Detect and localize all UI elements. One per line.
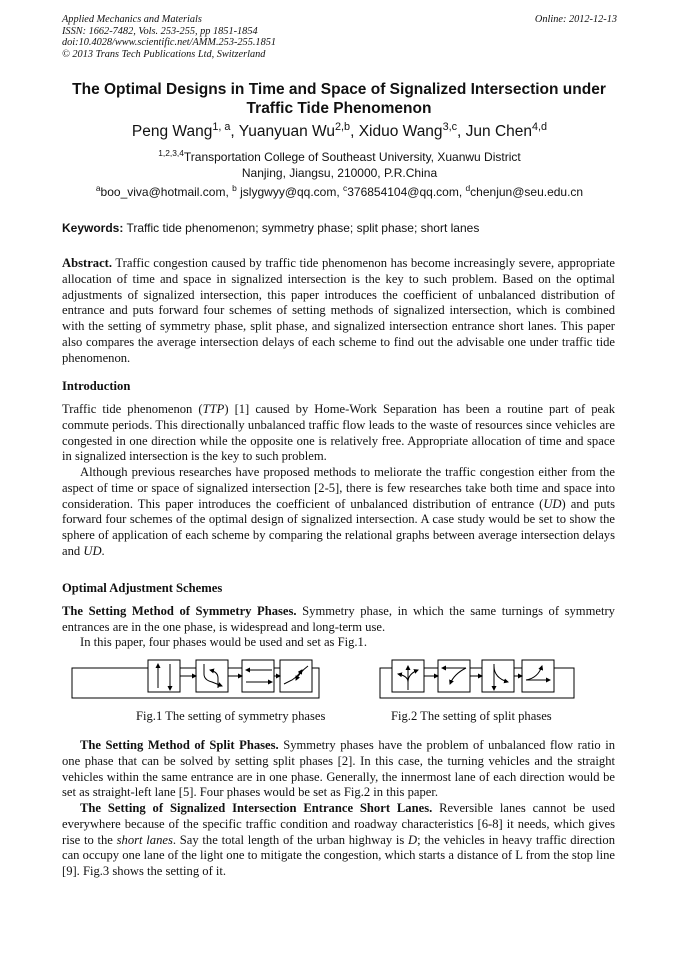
fig1-phase-box	[280, 660, 312, 692]
fig2-phase-box	[522, 660, 554, 692]
abstract-text: Traffic congestion caused by traffic tide phenomenon has become increasingly severe, appropriate allocation of time and space in signalized intersection is the key to such problem. Based on the optimal adjustments of signalized intersection, this paper introduces the coefficient of unbalanced distribution of entrance and puts forward four schemes of setting methods of signalized intersection, which is combined with the setting of symmetry phase, split phase, and signalized intersection entrance short lanes. This paper also compares the average intersection delays of each scheme to find out the advisable one under traffic tide phenomenon.	[62, 256, 616, 365]
text-run: Reversible lanes cannot be used everywhere because of the specific traffic condition and roadway characteristics [6-8] it needs, which gives rise to the	[62, 801, 615, 847]
email-address[interactable]: boo_viva@hotmail.com	[100, 185, 226, 199]
text-run: ; the vehicles in heavy traffic direction can occupy one lane of the light one to mitigate the congestion, which starts a distance of L from the stop line [9]. Fig.3 shows the setting of it.	[62, 832, 615, 879]
affiliation-sup: 1,2,3,4	[158, 148, 184, 158]
fig2-caption: Fig.2 The setting of split phases	[391, 709, 552, 723]
email-address[interactable]: jslygwyy@qq.com	[240, 185, 337, 199]
email-sup: c	[343, 183, 348, 193]
email-address[interactable]: chenjun@seu.edu.cn	[470, 185, 584, 199]
optimal-schemes-heading: Optimal Adjustment Schemes	[62, 581, 223, 595]
affiliation	[62, 150, 617, 181]
text-run: Although previous researches have proposed methods to meliorate the traffic congestion either from the aspect of time or space of signalized intersection [2-5], there is few researches take both time and space into consideration. This paper introduces the coefficient of unbalanced distribution of entrance (	[62, 465, 615, 511]
abstract-label: Abstract.	[62, 256, 113, 270]
online-date: Online: 2012-12-13	[534, 14, 617, 25]
short-lanes-paragraph	[62, 801, 615, 880]
text-run: .	[101, 543, 105, 558]
title-line-2: Traffic Tide Phenomenon	[246, 99, 432, 117]
author-name: Yuanyuan Wu	[238, 123, 335, 140]
fig1-phase-box	[196, 660, 228, 692]
symmetry-paragraph-2: In this paper, four phases would be used and set as Fig.1.	[80, 635, 367, 649]
author-sup: 2,b	[334, 120, 351, 133]
abstract	[62, 256, 615, 367]
keywords	[62, 221, 617, 236]
text-run: Symmetry phases have the problem of unbalanced flow ratio in one phase that can be solved by setting split phases [2]. In this case, the turning vehicles and the straight vehicles within the same entrance are in one phase. Generally, the innermost lane of each direction would be set as straight-left lane [5]. Four phases would be set as Fig.2 in this paper.	[62, 738, 615, 800]
fig1-caption: Fig.1 The setting of symmetry phases	[136, 709, 326, 723]
ud-abbrev: UD	[543, 496, 562, 511]
author-name: Peng Wang	[131, 123, 213, 140]
email-list: $^a$boo_viva@hotmail.com, $^b$ jslygwyy@qq.com, $^c$376854104@qq.com, $^d$chenjun@seu.edu.cn	[95, 183, 584, 199]
issn-line: ISSN: 1662-7482, Vols. 253-255, pp 1851-1854	[62, 25, 258, 37]
keywords-text: Traffic tide phenomenon; symmetry phase; split phase; short lanes	[126, 221, 480, 235]
symmetry-paragraph	[62, 604, 615, 636]
journal-name: Applied Mechanics and Materials	[62, 14, 202, 25]
text-run: ) and puts forward four schemes of the optimal design of signalized intersection. A case study would be set to show the sphere of application of each scheme by comparing the relational graphs between average intersection delays and	[62, 496, 615, 558]
split-paragraph	[62, 738, 615, 801]
keywords-label: Keywords:	[62, 221, 124, 235]
journal-header	[62, 14, 617, 60]
text-run: . Say the total length of the urban highway is	[172, 832, 409, 847]
short-lanes-title: The Setting of Signalized Intersection Entrance Short Lanes.	[80, 801, 433, 815]
fig1-phase-box	[242, 660, 274, 692]
title-line-1: The Optimal Designs in Time and Space of Signalized Intersection under	[72, 81, 606, 98]
text-run: ) [1] caused by Home-Work Separation has been a routine part of peak commute periods. This directionally unbalanced traffic flow leads to the waste of resources since vehicles are congested in one direction while the opposite one is relatively free. Appropriate allocation of time and space in signalized intersection is the key to such problem.	[62, 402, 615, 464]
affiliation-line-2: Nanjing, Jiangsu, 210000, P.R.China	[241, 165, 438, 180]
text-run: Traffic tide phenomenon (	[62, 402, 203, 416]
fig1-phase-box	[148, 660, 180, 692]
affiliation-line-1: Transportation College of Southeast University, Xuanwu District	[183, 150, 521, 164]
fig2-phase-box	[438, 660, 470, 692]
intro-paragraph-2	[62, 465, 615, 560]
symmetry-title: The Setting Method of Symmetry Phases.	[62, 604, 297, 618]
author-name: Jun Chen	[465, 123, 533, 140]
text-run: Symmetry phase, in which the same turnings of symmetry entrances are in the one phase, is widespread and long-term use.	[62, 604, 615, 634]
author-sup: 4,d	[532, 120, 548, 133]
intro-paragraph-1	[62, 402, 615, 465]
email-sup: d	[465, 183, 471, 193]
email-address[interactable]: 376854104@qq.com	[347, 185, 459, 199]
ttp-abbrev: TTP	[202, 402, 225, 416]
copyright-line: © 2013 Trans Tech Publications Ltd, Switzerland	[62, 48, 266, 60]
author-sup: 3,c	[442, 120, 458, 133]
intro-heading: Introduction	[62, 379, 131, 393]
ud-abbrev: UD	[83, 543, 102, 558]
author-sup: 1, a	[212, 120, 231, 133]
email-sup: b	[232, 183, 237, 193]
email-sup: a	[95, 183, 101, 193]
author-list: Peng Wang$^{1, a}$, Yuanyuan Wu$^{2,b}$, Xiduo Wang$^{3,c}$, Jun Chen$^{4,d}$	[131, 120, 548, 140]
doi-line: doi:10.4028/www.scientific.net/AMM.253-255.1851	[62, 37, 277, 49]
author-name: Xiduo Wang	[358, 123, 443, 140]
paper-title	[52, 81, 626, 118]
d-variable: D	[408, 832, 418, 847]
split-title: The Setting Method of Split Phases.	[80, 738, 279, 752]
short-lanes-term: short lanes	[116, 832, 173, 847]
